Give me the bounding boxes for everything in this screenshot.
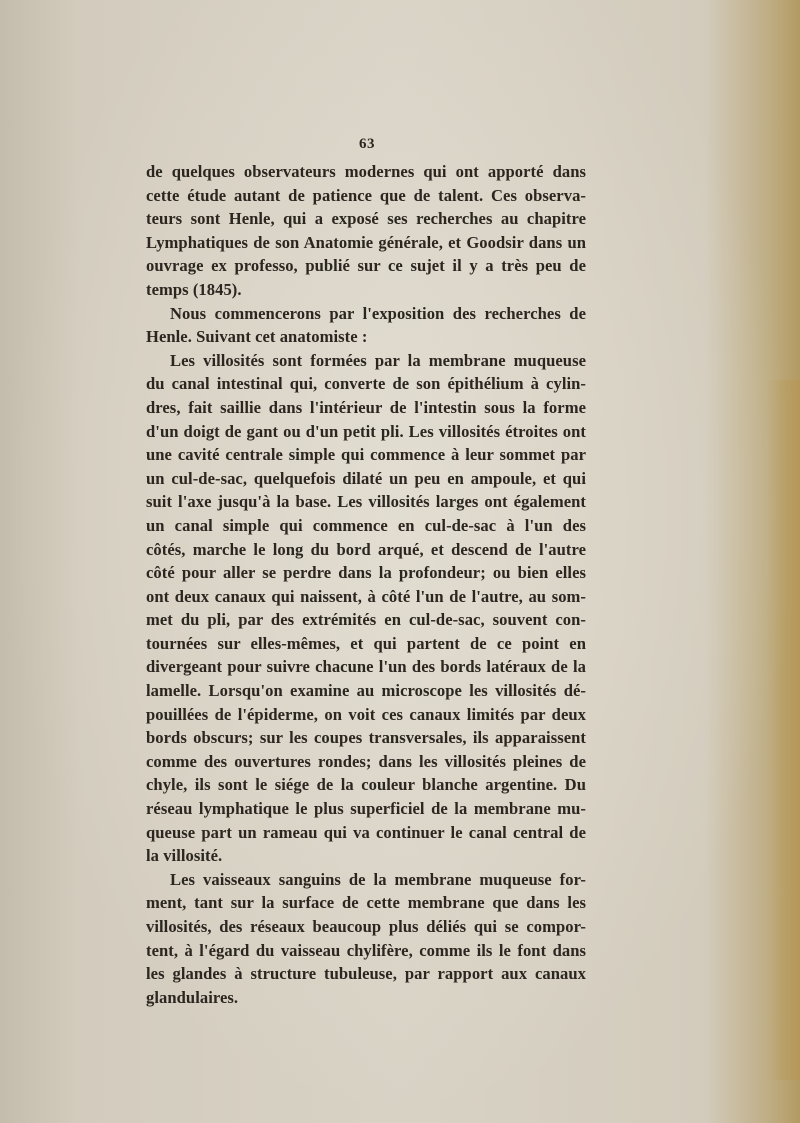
text-line: Les vaisseaux sanguins de la membrane muqueuse for- [170, 869, 586, 889]
text-line: dres, fait saillie dans l'intérieur de l'intestin sous la forme [146, 397, 586, 417]
text-line: cette étude autant de patience que de talent. Ces observa- [146, 185, 586, 205]
text-line: chyle, ils sont le siége de la couleur blanche argentine. Du [146, 775, 586, 795]
text-line: Lymphatiques de son Anatomie générale, et Goodsir dans un [146, 232, 586, 252]
text-line: teurs sont Henle, qui a exposé ses recherches au chapitre [146, 209, 586, 229]
text-line: bords obscurs; sur les coupes transversales, ils apparaissent [146, 728, 586, 748]
text-line: queuse part un rameau qui va continuer le canal central de [146, 822, 586, 842]
text-line: ont deux canaux qui naissent, à côté l'un de l'autre, au som- [146, 586, 586, 606]
text-line: temps (1845). [146, 279, 242, 299]
body-text [146, 160, 586, 1009]
page-number: 63 [359, 136, 375, 152]
text-line: côté pour aller se perdre dans la profondeur; ou bien elles [146, 563, 586, 583]
text-line: Henle. Suivant cet anatomiste : [146, 327, 368, 347]
text-line: ment, tant sur la surface de cette membrane que dans les [146, 893, 586, 913]
text-line: de quelques observateurs modernes qui ont apporté dans [146, 162, 586, 181]
text-line: ouvrage ex professo, publié sur ce sujet il y a très peu de [146, 256, 586, 276]
text-line: suit l'axe jusqu'à la base. Les villosités larges ont également [146, 492, 586, 512]
text-line: divergeant pour suivre chacune l'un des bords latéraux de la [146, 657, 586, 677]
text-line: un cul-de-sac, quelquefois dilaté un peu en ampoule, et qui [146, 468, 586, 488]
text-line: tournées sur elles-mêmes, et qui partent de ce point en [146, 633, 586, 653]
text-line: glandulaires. [146, 987, 239, 1007]
text-line: du canal intestinal qui, converte de son épithélium à cylin- [146, 374, 586, 394]
text-line: d'un doigt de gant ou d'un petit pli. Les villosités étroites ont [146, 421, 586, 441]
text-line: met du pli, par des extrémités en cul-de-sac, souvent con- [146, 610, 586, 630]
text-line: un canal simple qui commence en cul-de-sac à l'un des [146, 515, 586, 535]
text-line: Les villosités sont formées par la membrane muqueuse [170, 350, 586, 370]
page-edge-stain [766, 380, 800, 1080]
text-line: Nous commencerons par l'exposition des recherches de [170, 303, 586, 323]
text-line: côtés, marche le long du bord arqué, et descend de l'autre [146, 539, 586, 559]
text-line: les glandes à structure tubuleuse, par rapport aux canaux [146, 964, 586, 984]
text-line: villosités, des réseaux beaucoup plus déliés qui se compor- [146, 917, 586, 936]
text-line: pouillées de l'épiderme, on voit ces canaux limités par deux [146, 704, 586, 724]
text-line: une cavité centrale simple qui commence à leur sommet par [146, 445, 586, 465]
text-line: lamelle. Lorsqu'on examine au microscope les villosités dé- [146, 681, 586, 701]
text-line: réseau lymphatique le plus superficiel de la membrane mu- [146, 799, 586, 819]
text-line: tent, à l'égard du vaisseau chylifère, comme ils le font dans [146, 940, 586, 960]
text-line: la villosité. [146, 846, 223, 866]
text-line: comme des ouvertures rondes; dans les villosités pleines de [146, 751, 586, 771]
